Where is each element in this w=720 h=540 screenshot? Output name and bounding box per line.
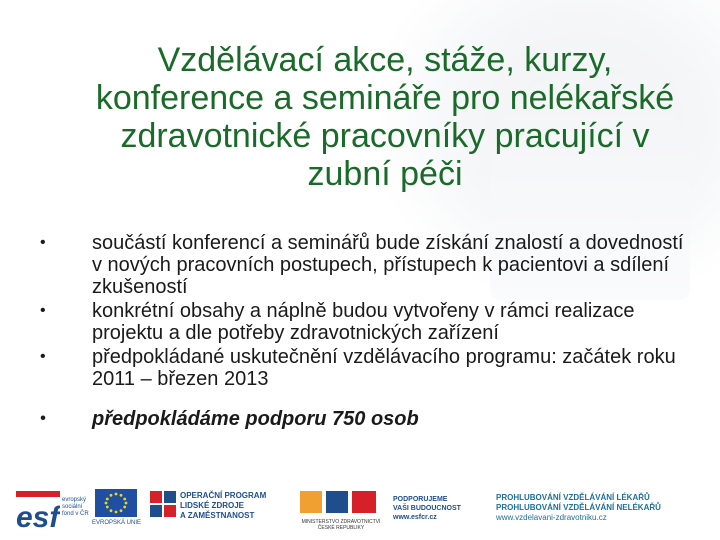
esf-caption-line: sociální <box>62 504 83 510</box>
bullet-item <box>40 300 690 344</box>
esf-logo-icon <box>16 491 60 531</box>
esfcr-caption-line: VAŠI BUDOUCNOST <box>393 505 461 512</box>
bullet-text: předpokládáme podporu 750 osob <box>92 408 419 430</box>
esf-caption <box>62 497 89 518</box>
op-caption-line: LIDSKÉ ZDROJE <box>180 501 245 510</box>
ministry-caption-line: MINISTERSTVO ZDRAVOTNICTVÍ <box>301 519 381 525</box>
project-caption-line: PROHLUBOVÁNÍ VZDĚLÁVÁNÍ LÉKAŘŮ <box>496 493 650 502</box>
bullet-list <box>40 232 690 432</box>
svg-text:esf: esf <box>16 501 60 531</box>
op-lzz-logo-icon <box>150 491 176 517</box>
ministry-caption-line: ČESKÉ REPUBLIKY <box>317 525 365 531</box>
esf-caption-line: fond v ČR <box>62 511 89 517</box>
slide-title: Vzdělávací akce, stáže, kurzy, konference a semináře pro nelékařské zdravotnické pracovníky pracující v zubní péči <box>95 40 675 193</box>
bullet-marker: • <box>40 302 46 319</box>
esfcr-caption <box>393 495 461 522</box>
bullet-marker: • <box>40 348 46 365</box>
esf-caption-line: evropský <box>62 497 87 503</box>
bullet-item <box>40 232 690 298</box>
op-caption <box>180 491 266 521</box>
op-caption-line: OPERAČNÍ PROGRAM <box>180 491 267 500</box>
bullet-text: součástí konferencí a seminářů bude získání znalostí a dovedností v nových pracovních postupech, přístupech k pacientovi a sdílení zkušeností <box>92 232 684 298</box>
project-link[interactable]: www.vzdelavani-zdravotniku.cz <box>496 513 607 522</box>
ministry-caption <box>296 519 386 531</box>
logo-footer <box>0 483 720 540</box>
eu-caption: EVROPSKÁ UNIE <box>92 520 142 526</box>
bullet-item <box>40 408 690 430</box>
ministry-logo-icon <box>300 489 380 515</box>
project-caption <box>496 493 661 523</box>
bullet-marker: • <box>40 410 46 427</box>
project-caption-line: PROHLUBOVÁNÍ VZDĚLÁVÁNÍ NELÉKAŘŮ <box>496 503 661 512</box>
esfcr-link[interactable]: www.esfcr.cz <box>393 514 437 521</box>
op-caption-line: A ZAMĚSTNANOST <box>180 511 255 520</box>
bullet-marker: • <box>40 234 46 251</box>
bullet-text: konkrétní obsahy a náplně budou vytvořeny v rámci realizace projektu a dle potřeby zdravotnických zařízení <box>92 300 635 344</box>
eu-flag-icon <box>95 489 137 517</box>
bullet-text: předpokládané uskutečnění vzdělávacího programu: začátek roku 2011 – březen 2013 <box>92 346 676 390</box>
bullet-item <box>40 346 690 390</box>
esfcr-caption-line: PODPORUJEME <box>393 496 448 503</box>
